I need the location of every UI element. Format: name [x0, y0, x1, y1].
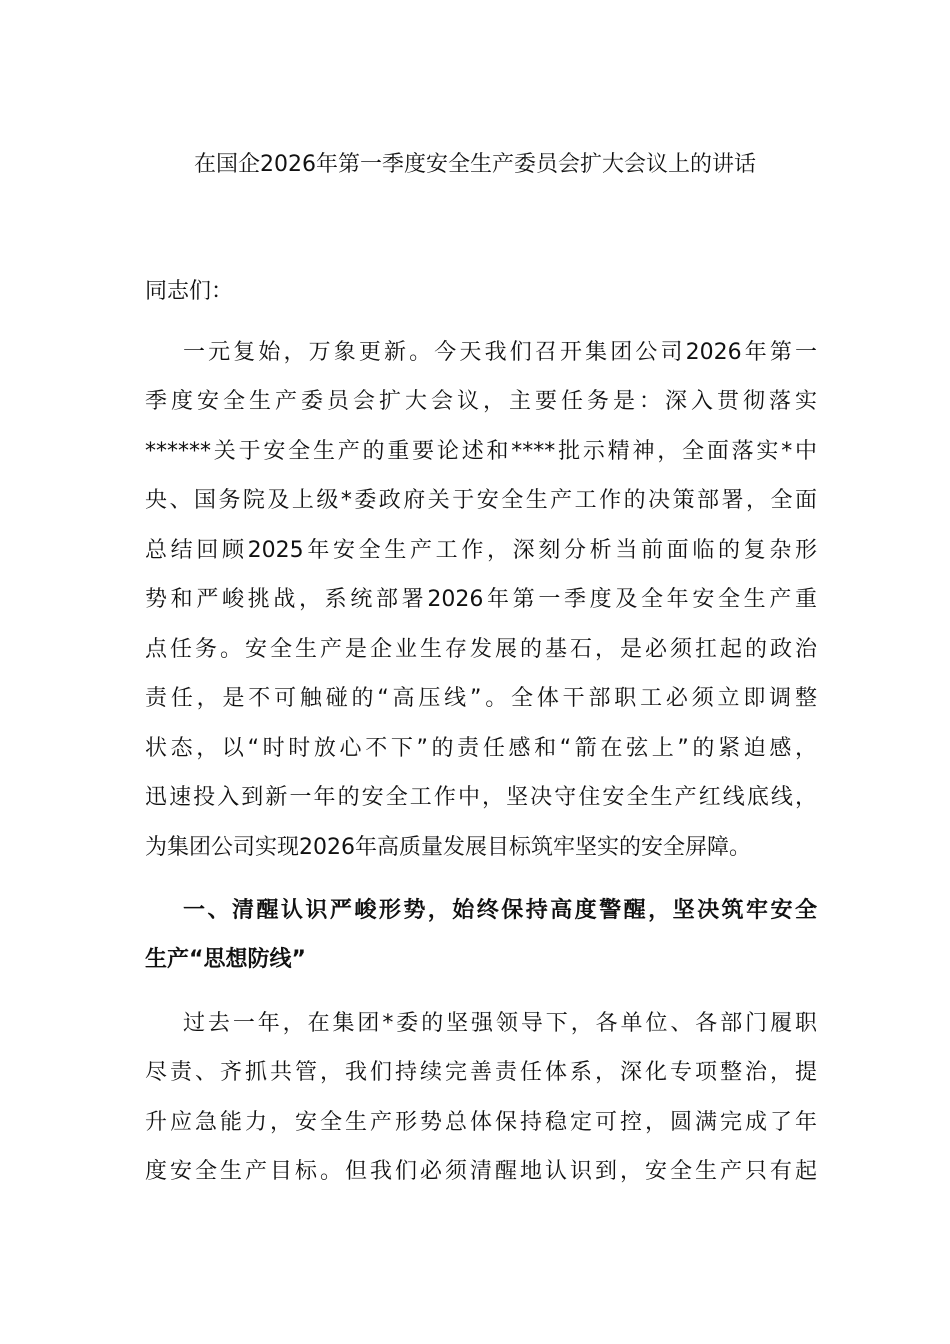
paragraph-line: 升应急能力，安全生产形势总体保持稳定可控，圆满完成了年 — [145, 1110, 817, 1135]
paragraph-line: 过去一年，在集团*委的坚强领导下，各单位、各部门履职 — [183, 1011, 817, 1036]
paragraph-line: 总结回顾2025年安全生产工作，深刻分析当前面临的复杂形 — [145, 538, 817, 563]
salutation: 同志们： — [145, 279, 234, 304]
document-title: 在国企2026年第一季度安全生产委员会扩大会议上的讲话 — [194, 152, 756, 177]
paragraph-line: 责任，是不可触碰的“高压线”。全体干部职工必须立即调整 — [145, 686, 817, 711]
section-heading: 生产“思想防线” — [145, 947, 306, 972]
paragraph-line: 势和严峻挑战，系统部署2026年第一季度及全年安全生产重 — [145, 587, 817, 612]
paragraph-line: 状态，以“时时放心不下”的责任感和“箭在弦上”的紧迫感， — [145, 736, 817, 761]
paragraph-line: 尽责、齐抓共管，我们持续完善责任体系，深化专项整治，提 — [145, 1060, 817, 1085]
paragraph-line: 为集团公司实现2026年高质量发展目标筑牢坚实的安全屏障。 — [145, 835, 751, 860]
paragraph-line: 一元复始，万象更新。今天我们召开集团公司2026年第一 — [183, 340, 817, 365]
paragraph-line: 点任务。安全生产是企业生存发展的基石，是必须扛起的政治 — [145, 637, 817, 662]
paragraph-line: 度安全生产目标。但我们必须清醒地认识到，安全生产只有起 — [145, 1159, 817, 1184]
paragraph-line: 央、国务院及上级*委政府关于安全生产工作的决策部署，全面 — [145, 488, 817, 513]
paragraph-line: 迅速投入到新一年的安全工作中，坚决守住安全生产红线底线， — [145, 785, 817, 810]
paragraph-line: 季度安全生产委员会扩大会议，主要任务是：深入贯彻落实 — [145, 389, 817, 414]
section-heading: 一、清醒认识严峻形势，始终保持高度警醒，坚决筑牢安全 — [183, 898, 817, 923]
paragraph-line: ******关于安全生产的重要论述和****批示精神，全面落实*中 — [145, 439, 817, 464]
